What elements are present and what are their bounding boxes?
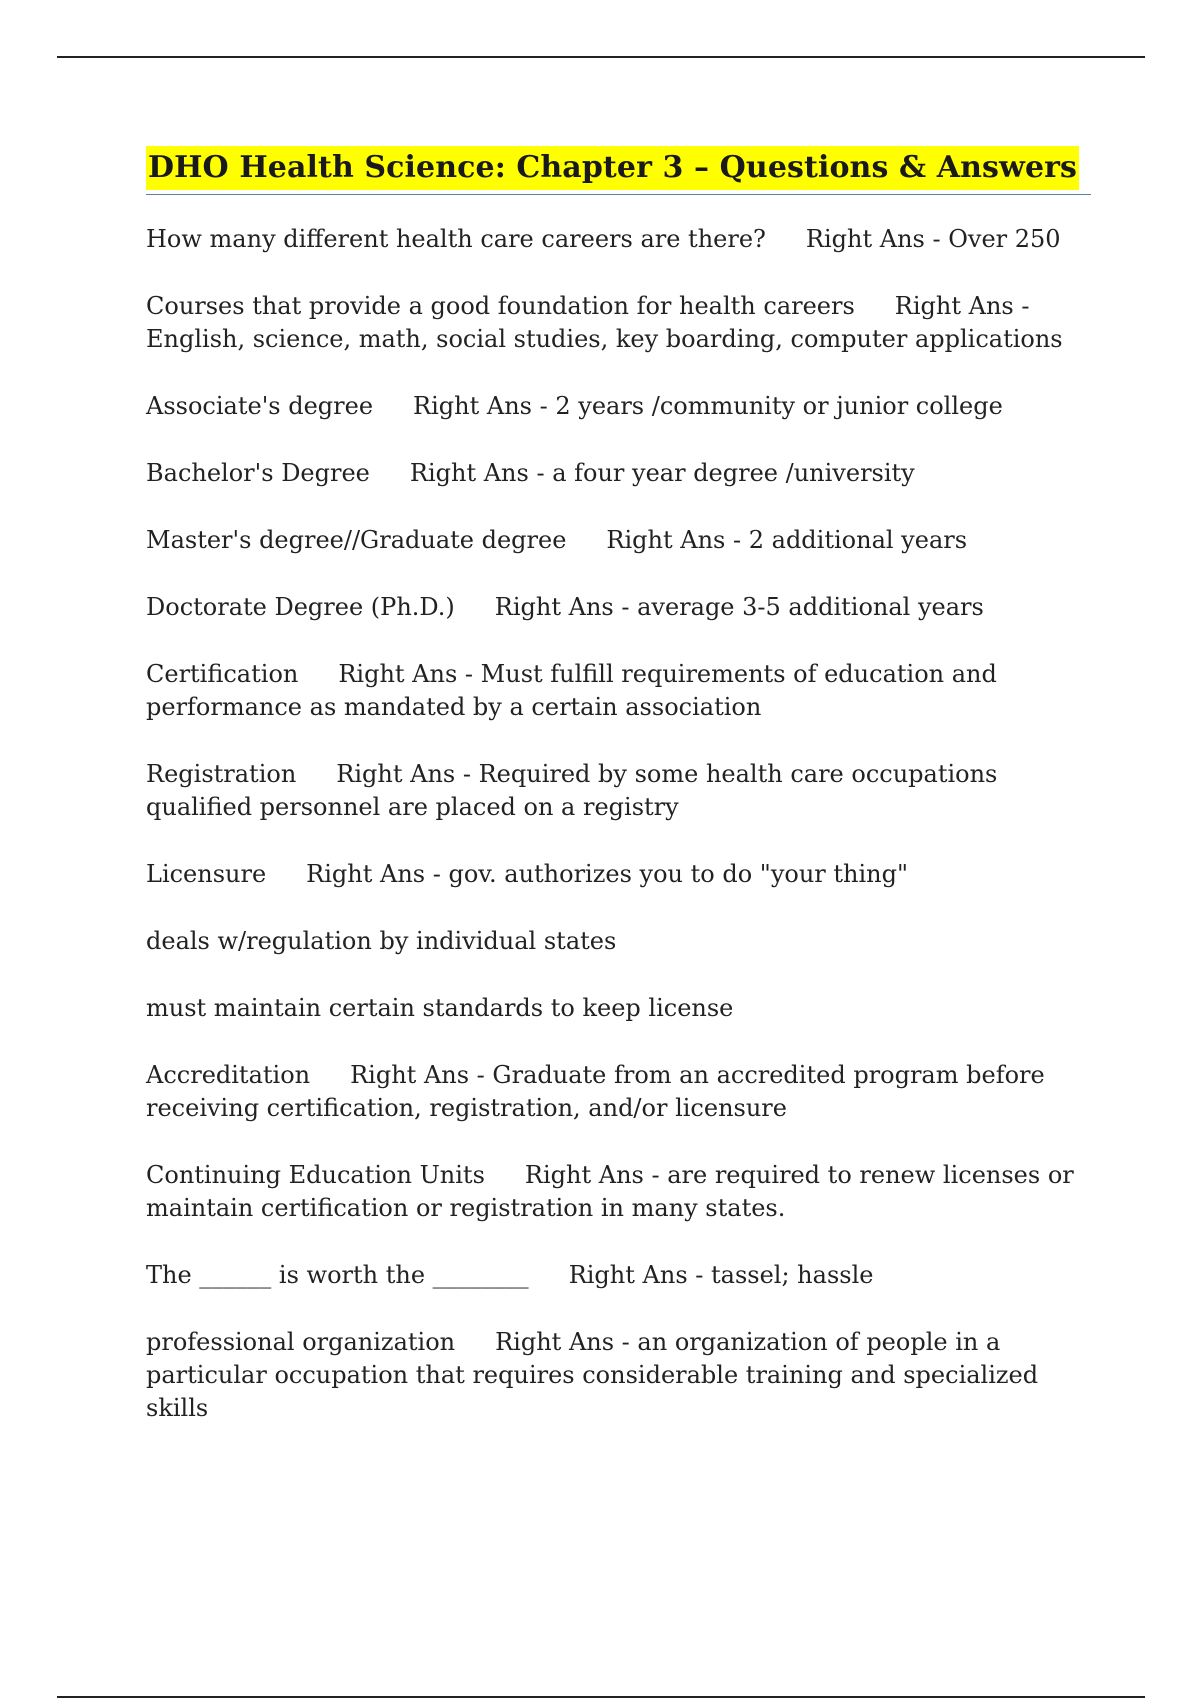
- list-item: [146, 1259, 1091, 1292]
- list-item: [146, 223, 1091, 256]
- question-text: The ______ is worth the ________: [146, 1261, 529, 1289]
- note-text: deals w/regulation by individual states: [146, 927, 617, 955]
- document-body: [146, 146, 1091, 1459]
- question-text: Registration: [146, 760, 297, 788]
- answer-text: Right Ans - a four year degree /university: [409, 459, 915, 487]
- question-text: Certification: [146, 660, 299, 688]
- answer-text: Right Ans - tassel; hassle: [568, 1261, 874, 1289]
- answer-text: Right Ans - Over 250: [805, 225, 1061, 253]
- list-item: [146, 858, 1091, 891]
- question-text: Courses that provide a good foundation for health careers: [146, 292, 855, 320]
- list-item: [146, 758, 1091, 824]
- bottom-rule: [57, 1696, 1145, 1698]
- answer-text: Right Ans - Graduate from an accredited program before receiving certification, registration, and/or licensure: [146, 1061, 1053, 1122]
- answer-text: Right Ans - average 3-5 additional years: [494, 593, 984, 621]
- list-item: [146, 1059, 1091, 1125]
- note-text: must maintain certain standards to keep license: [146, 994, 734, 1022]
- answer-text: Right Ans - gov. authorizes you to do "your thing": [306, 860, 909, 888]
- answer-text: Right Ans - 2 years /community or junior college: [413, 392, 1003, 420]
- question-text: How many different health care careers are there?: [146, 225, 766, 253]
- list-item: [146, 457, 1091, 490]
- answer-text: Right Ans - are required to renew licenses or maintain certification or registration in many states.: [146, 1161, 1082, 1222]
- top-rule: [57, 56, 1145, 58]
- list-item: [146, 992, 1091, 1025]
- list-item: [146, 390, 1091, 423]
- page-title: DHO Health Science: Chapter 3 – Questions & Answers: [146, 146, 1079, 190]
- question-text: Bachelor's Degree: [146, 459, 370, 487]
- answer-text: Right Ans - an organization of people in a particular occupation that requires considerable training and specialized skills: [146, 1328, 1046, 1422]
- question-text: professional organization: [146, 1328, 456, 1356]
- title-block: [146, 146, 1091, 195]
- answer-text: Right Ans - Must fulfill requirements of education and performance as mandated by a certain association: [146, 660, 1005, 721]
- list-item: [146, 524, 1091, 557]
- list-item: [146, 1159, 1091, 1225]
- question-text: Licensure: [146, 860, 267, 888]
- qa-list: [146, 223, 1091, 1425]
- question-text: Master's degree//Graduate degree: [146, 526, 567, 554]
- list-item: [146, 658, 1091, 724]
- answer-text: Right Ans - 2 additional years: [606, 526, 968, 554]
- question-text: Doctorate Degree (Ph.D.): [146, 593, 455, 621]
- list-item: [146, 925, 1091, 958]
- list-item: [146, 290, 1091, 356]
- answer-text: Right Ans - Required by some health care occupations qualified personnel are placed on a registry: [146, 760, 1006, 821]
- question-text: Accreditation: [146, 1061, 311, 1089]
- answer-text: Right Ans - English, science, math, social studies, key boarding, computer applications: [146, 292, 1063, 353]
- list-item: [146, 591, 1091, 624]
- question-text: Continuing Education Units: [146, 1161, 485, 1189]
- question-text: Associate's degree: [146, 392, 374, 420]
- list-item: [146, 1326, 1091, 1425]
